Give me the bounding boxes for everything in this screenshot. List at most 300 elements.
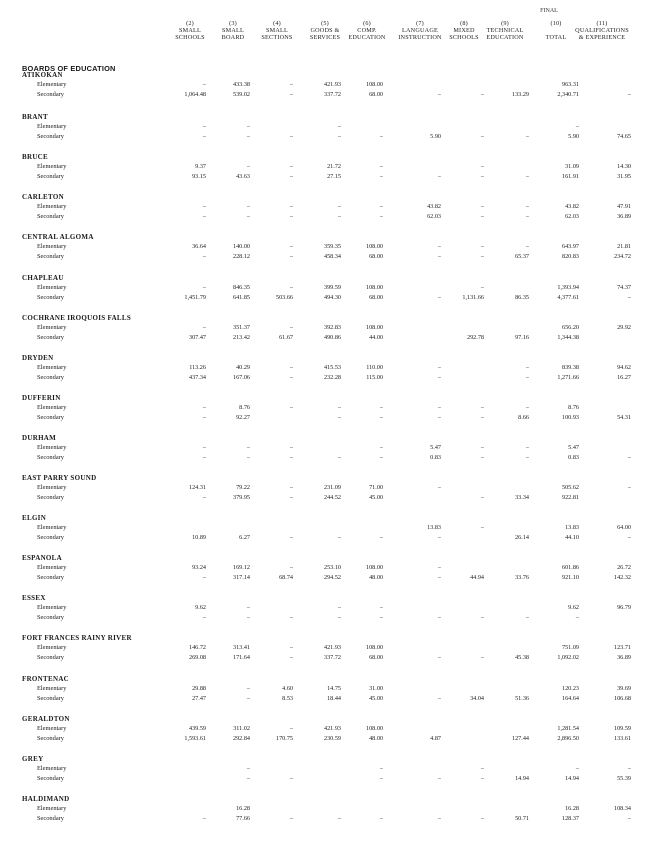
secondary-value: – bbox=[289, 373, 293, 381]
board-section bbox=[0, 474, 658, 514]
board-name: HALDIMAND bbox=[22, 794, 70, 803]
elementary-value: – bbox=[337, 604, 341, 612]
elementary-label: Elementary bbox=[37, 81, 67, 88]
elementary-value: 399.59 bbox=[323, 283, 341, 291]
secondary-value: – bbox=[202, 133, 206, 141]
elementary-value: – bbox=[379, 604, 383, 612]
elementary-value: 253.10 bbox=[323, 564, 341, 572]
final-label: FINAL bbox=[540, 8, 558, 14]
elementary-value: – bbox=[525, 443, 529, 451]
secondary-value: 65.37 bbox=[515, 253, 529, 261]
secondary-value: 45.38 bbox=[515, 654, 529, 662]
secondary-value: 33.34 bbox=[515, 494, 529, 501]
elementary-value: – bbox=[289, 403, 293, 411]
elementary-value: 8.76 bbox=[568, 403, 579, 411]
elementary-value: – bbox=[437, 243, 441, 251]
elementary-value: 120.23 bbox=[561, 684, 579, 692]
elementary-value: – bbox=[525, 203, 529, 211]
board-section bbox=[0, 795, 658, 835]
secondary-value: – bbox=[202, 814, 206, 822]
secondary-label: Secondary bbox=[37, 333, 64, 341]
elementary-value: 74.37 bbox=[617, 283, 631, 291]
elementary-value: – bbox=[337, 203, 341, 211]
secondary-value: 55.39 bbox=[617, 774, 631, 782]
secondary-value: 77.66 bbox=[236, 814, 250, 822]
secondary-label: Secondary bbox=[37, 253, 64, 261]
secondary-value: – bbox=[525, 173, 529, 181]
secondary-value: – bbox=[379, 173, 383, 181]
board-name: GERALDTON bbox=[22, 714, 70, 723]
secondary-value: – bbox=[480, 774, 484, 782]
elementary-value: 415.53 bbox=[323, 363, 341, 371]
secondary-value: 68.00 bbox=[369, 91, 383, 98]
secondary-label: Secondary bbox=[37, 814, 64, 822]
elementary-value: – bbox=[480, 403, 484, 411]
elementary-value: – bbox=[289, 484, 293, 491]
elementary-value: 421.93 bbox=[323, 724, 341, 732]
elementary-value: 108.00 bbox=[365, 243, 383, 251]
elementary-label: Elementary bbox=[37, 123, 67, 131]
elementary-value: – bbox=[437, 403, 441, 411]
secondary-value: – bbox=[480, 173, 484, 181]
secondary-value: 68.00 bbox=[369, 253, 383, 261]
column-header-number: (10) bbox=[550, 20, 562, 27]
elementary-value: 108.00 bbox=[365, 724, 383, 732]
secondary-value: – bbox=[202, 413, 206, 421]
secondary-value: 50.71 bbox=[515, 814, 529, 822]
secondary-value: 292.78 bbox=[466, 333, 484, 341]
board-section bbox=[0, 755, 658, 795]
secondary-value: 5.90 bbox=[430, 133, 441, 141]
secondary-value: 921.10 bbox=[561, 574, 579, 582]
board-name: CARLETON bbox=[22, 193, 64, 202]
secondary-label: Secondary bbox=[37, 494, 64, 501]
elementary-value: 146.72 bbox=[188, 644, 206, 652]
secondary-value: – bbox=[437, 574, 441, 582]
secondary-value: – bbox=[202, 453, 206, 461]
elementary-label: Elementary bbox=[37, 283, 67, 291]
secondary-value: – bbox=[289, 91, 293, 98]
elementary-value: 47.91 bbox=[617, 203, 631, 211]
elementary-value: 113.26 bbox=[189, 363, 206, 371]
elementary-label: Elementary bbox=[37, 403, 67, 411]
secondary-value: – bbox=[289, 614, 293, 622]
board-name: CENTRAL ALGOMA bbox=[22, 233, 94, 242]
secondary-value: – bbox=[202, 494, 206, 501]
secondary-value: – bbox=[525, 133, 529, 141]
column-header-number: (5) bbox=[321, 20, 329, 27]
section-title: BOARDS OF EDUCATION bbox=[22, 64, 116, 73]
secondary-value: 503.66 bbox=[275, 293, 293, 301]
elementary-value: 123.71 bbox=[613, 644, 631, 652]
elementary-value: 108.34 bbox=[613, 804, 631, 812]
elementary-value: – bbox=[525, 363, 529, 371]
secondary-value: 2,340.71 bbox=[557, 91, 579, 98]
elementary-value: – bbox=[379, 403, 383, 411]
elementary-value: 31.09 bbox=[565, 163, 579, 171]
elementary-label: Elementary bbox=[37, 804, 67, 812]
secondary-value: 317.14 bbox=[232, 574, 250, 582]
elementary-value: – bbox=[289, 724, 293, 732]
secondary-value: 86.35 bbox=[515, 293, 529, 301]
elementary-value: 505.62 bbox=[561, 484, 579, 491]
elementary-value: 94.62 bbox=[617, 363, 631, 371]
secondary-value: – bbox=[379, 774, 383, 782]
column-header bbox=[342, 20, 392, 41]
column-header-text: EDUCATION bbox=[348, 34, 386, 41]
elementary-value: 43.82 bbox=[565, 203, 579, 211]
secondary-value: 44.94 bbox=[470, 574, 484, 582]
secondary-value: 1,451.79 bbox=[184, 293, 206, 301]
secondary-value: – bbox=[627, 91, 631, 98]
secondary-value: – bbox=[437, 293, 441, 301]
elementary-value: – bbox=[202, 443, 206, 451]
elementary-value: 5.47 bbox=[430, 443, 441, 451]
elementary-value: 110.00 bbox=[366, 363, 383, 371]
secondary-value: – bbox=[525, 453, 529, 461]
secondary-value: – bbox=[627, 814, 631, 822]
secondary-value: – bbox=[437, 654, 441, 662]
secondary-value: – bbox=[379, 614, 383, 622]
board-section bbox=[0, 73, 658, 113]
board-section bbox=[0, 233, 658, 273]
secondary-label: Secondary bbox=[37, 91, 64, 98]
elementary-value: – bbox=[289, 81, 293, 88]
board-section bbox=[0, 514, 658, 554]
secondary-value: – bbox=[289, 453, 293, 461]
secondary-value: 379.95 bbox=[232, 494, 250, 501]
secondary-value: 10.89 bbox=[192, 534, 206, 542]
secondary-value: – bbox=[337, 413, 341, 421]
elementary-value: 439.59 bbox=[188, 724, 206, 732]
column-header-text: BOARD bbox=[221, 34, 245, 41]
secondary-value: – bbox=[525, 373, 529, 381]
secondary-value: – bbox=[337, 213, 341, 221]
elementary-value: 93.24 bbox=[192, 564, 206, 572]
secondary-value: 8.66 bbox=[518, 413, 529, 421]
secondary-value: 1,271.66 bbox=[557, 373, 579, 381]
secondary-value: 1,064.48 bbox=[184, 91, 206, 98]
elementary-value: 26.72 bbox=[617, 564, 631, 572]
elementary-value: – bbox=[202, 403, 206, 411]
column-header-text: EDUCATION bbox=[486, 34, 524, 41]
board-section bbox=[0, 193, 658, 233]
secondary-label: Secondary bbox=[37, 173, 64, 181]
secondary-value: 307.47 bbox=[188, 333, 206, 341]
board-section bbox=[0, 634, 658, 674]
secondary-value: 6.27 bbox=[239, 534, 250, 542]
column-header-number: (6) bbox=[363, 20, 371, 27]
secondary-value: 16.27 bbox=[617, 373, 631, 381]
secondary-value: – bbox=[437, 173, 441, 181]
secondary-value: 164.64 bbox=[561, 694, 579, 702]
secondary-value: 171.64 bbox=[232, 654, 250, 662]
board-name: BRUCE bbox=[22, 153, 49, 162]
secondary-label: Secondary bbox=[37, 293, 64, 301]
elementary-value: – bbox=[480, 163, 484, 171]
elementary-label: Elementary bbox=[37, 724, 67, 732]
board-section bbox=[0, 675, 658, 715]
elementary-value: 8.76 bbox=[239, 403, 250, 411]
board-name: DRYDEN bbox=[22, 353, 54, 362]
elementary-value: 96.79 bbox=[617, 604, 631, 612]
column-header-text: LANGUAGE bbox=[402, 27, 438, 34]
elementary-value: 9.62 bbox=[568, 604, 579, 612]
secondary-value: – bbox=[202, 253, 206, 261]
secondary-value: – bbox=[379, 534, 383, 542]
secondary-value: 36.89 bbox=[617, 213, 631, 221]
secondary-value: 44.10 bbox=[565, 534, 579, 542]
column-header-text: SMALL bbox=[266, 27, 288, 34]
secondary-value: 68.00 bbox=[369, 293, 383, 301]
elementary-value: 71.00 bbox=[369, 484, 383, 491]
elementary-value: 21.81 bbox=[617, 243, 631, 251]
secondary-value: 232.28 bbox=[323, 373, 341, 381]
elementary-value: 108.00 bbox=[365, 283, 383, 291]
secondary-label: Secondary bbox=[37, 774, 64, 782]
secondary-value: 54.31 bbox=[617, 413, 631, 421]
secondary-value: – bbox=[379, 413, 383, 421]
elementary-label: Elementary bbox=[37, 764, 67, 772]
secondary-label: Secondary bbox=[37, 694, 64, 702]
secondary-value: – bbox=[202, 574, 206, 582]
secondary-value: – bbox=[202, 213, 206, 221]
elementary-label: Elementary bbox=[37, 323, 67, 331]
secondary-value: 27.47 bbox=[192, 694, 206, 702]
elementary-value: 392.83 bbox=[323, 323, 341, 331]
secondary-value: – bbox=[246, 614, 250, 622]
elementary-value: 169.12 bbox=[232, 564, 250, 572]
board-name: ELGIN bbox=[22, 514, 47, 523]
secondary-value: – bbox=[437, 694, 441, 702]
column-header-text: INSTRUCTION bbox=[398, 34, 442, 41]
elementary-value: 9.37 bbox=[195, 163, 206, 171]
elementary-value: 311.02 bbox=[233, 724, 250, 732]
secondary-label: Secondary bbox=[37, 413, 64, 421]
board-name: FORT FRANCES RAINY RIVER bbox=[22, 634, 132, 643]
column-header-text: QUALIFICATIONS bbox=[575, 27, 629, 34]
elementary-label: Elementary bbox=[37, 604, 67, 612]
elementary-value: – bbox=[202, 283, 206, 291]
secondary-value: 294.52 bbox=[323, 574, 341, 582]
elementary-value: 31.00 bbox=[369, 684, 383, 692]
elementary-value: – bbox=[480, 243, 484, 251]
secondary-value: – bbox=[437, 774, 441, 782]
board-name: GREY bbox=[22, 754, 44, 763]
secondary-value: 45.00 bbox=[369, 494, 383, 501]
secondary-value: 127.44 bbox=[511, 734, 529, 742]
secondary-value: 820.83 bbox=[561, 253, 579, 261]
column-header bbox=[208, 20, 258, 41]
elementary-value: – bbox=[289, 283, 293, 291]
elementary-value: 433.38 bbox=[232, 81, 250, 88]
elementary-value: – bbox=[289, 644, 293, 652]
column-header-text: MIXED bbox=[453, 27, 475, 34]
elementary-value: – bbox=[480, 524, 484, 532]
secondary-value: 2,896.50 bbox=[557, 734, 579, 742]
secondary-value: 62.03 bbox=[427, 213, 441, 221]
secondary-value: 337.72 bbox=[323, 91, 341, 98]
elementary-value: – bbox=[437, 363, 441, 371]
elementary-value: 29.92 bbox=[617, 323, 631, 331]
elementary-value: – bbox=[437, 484, 441, 491]
elementary-value: 1,393.94 bbox=[557, 283, 579, 291]
secondary-value: – bbox=[480, 654, 484, 662]
secondary-value: – bbox=[525, 213, 529, 221]
secondary-value: – bbox=[202, 614, 206, 622]
secondary-value: 539.02 bbox=[232, 91, 250, 98]
elementary-value: 124.31 bbox=[188, 484, 206, 491]
board-section bbox=[0, 715, 658, 755]
elementary-label: Elementary bbox=[37, 243, 67, 251]
secondary-label: Secondary bbox=[37, 213, 64, 221]
board-section bbox=[0, 434, 658, 474]
elementary-label: Elementary bbox=[37, 644, 67, 652]
elementary-value: 421.93 bbox=[323, 81, 341, 88]
elementary-label: Elementary bbox=[37, 163, 67, 171]
elementary-value: 21.72 bbox=[327, 163, 341, 171]
elementary-label: Elementary bbox=[37, 484, 67, 491]
elementary-value: – bbox=[289, 163, 293, 171]
secondary-value: – bbox=[337, 814, 341, 822]
secondary-value: – bbox=[480, 494, 484, 501]
secondary-value: 213.42 bbox=[232, 333, 250, 341]
secondary-value: 51.36 bbox=[515, 694, 529, 702]
column-header-text: TOTAL bbox=[545, 34, 567, 41]
secondary-value: 62.03 bbox=[565, 213, 579, 221]
secondary-value: – bbox=[480, 614, 484, 622]
board-name: FRONTENAC bbox=[22, 674, 70, 683]
secondary-value: – bbox=[289, 654, 293, 662]
secondary-value: 494.30 bbox=[323, 293, 341, 301]
column-header-text: SMALL bbox=[222, 27, 244, 34]
board-name: BRANT bbox=[22, 113, 49, 122]
secondary-value: 1,344.38 bbox=[557, 333, 579, 341]
column-header-text: GOODS & bbox=[310, 27, 340, 34]
elementary-value: 751.09 bbox=[561, 644, 579, 652]
secondary-value: – bbox=[437, 413, 441, 421]
board-name: CHAPLEAU bbox=[22, 273, 64, 282]
elementary-value: 5.47 bbox=[568, 443, 579, 451]
elementary-label: Elementary bbox=[37, 363, 67, 371]
elementary-value: 9.62 bbox=[195, 604, 206, 612]
secondary-value: 34.04 bbox=[470, 694, 484, 702]
elementary-value: 313.41 bbox=[232, 644, 250, 652]
secondary-value: – bbox=[289, 774, 293, 782]
elementary-value: – bbox=[575, 123, 579, 131]
elementary-value: 14.75 bbox=[327, 684, 341, 692]
elementary-value: – bbox=[379, 163, 383, 171]
elementary-value: 16.28 bbox=[565, 804, 579, 812]
secondary-value: 337.72 bbox=[323, 654, 341, 662]
board-section bbox=[0, 274, 658, 314]
secondary-value: – bbox=[437, 614, 441, 622]
secondary-value: – bbox=[480, 453, 484, 461]
secondary-value: 48.00 bbox=[369, 734, 383, 742]
elementary-value: 64.00 bbox=[617, 524, 631, 532]
board-name: ESPANOLA bbox=[22, 554, 62, 563]
secondary-value: – bbox=[289, 534, 293, 542]
elementary-label: Elementary bbox=[37, 203, 67, 211]
secondary-value: 68.74 bbox=[279, 574, 293, 582]
elementary-value: – bbox=[480, 764, 484, 772]
elementary-value: 839.38 bbox=[561, 363, 579, 371]
elementary-value: 421.93 bbox=[323, 644, 341, 652]
secondary-value: 269.08 bbox=[188, 654, 206, 662]
elementary-value: – bbox=[289, 564, 293, 572]
secondary-value: 18.44 bbox=[327, 694, 341, 702]
secondary-value: 106.68 bbox=[613, 694, 631, 702]
column-header-number: (4) bbox=[273, 20, 281, 27]
column-header-number: (7) bbox=[416, 20, 424, 27]
elementary-value: 4.60 bbox=[282, 684, 293, 692]
elementary-value: – bbox=[337, 403, 341, 411]
secondary-value: 61.67 bbox=[279, 333, 293, 341]
elementary-value: – bbox=[289, 323, 293, 331]
elementary-value: – bbox=[289, 363, 293, 371]
secondary-value: 230.59 bbox=[323, 734, 341, 742]
secondary-value: 1,131.66 bbox=[462, 293, 484, 301]
elementary-value: – bbox=[202, 123, 206, 131]
elementary-value: 13.83 bbox=[427, 524, 441, 532]
elementary-label: Elementary bbox=[37, 564, 67, 572]
elementary-value: 108.00 bbox=[365, 323, 383, 331]
elementary-label: Elementary bbox=[37, 443, 67, 451]
secondary-value: 128.37 bbox=[561, 814, 579, 822]
column-header bbox=[570, 20, 634, 41]
column-header bbox=[252, 20, 302, 41]
elementary-value: – bbox=[480, 443, 484, 451]
column-header-text: SCHOOLS bbox=[175, 34, 205, 41]
secondary-value: – bbox=[480, 253, 484, 261]
column-header-text: TECHNICAL bbox=[486, 27, 524, 34]
board-section bbox=[0, 314, 658, 354]
secondary-value: 43.63 bbox=[236, 173, 250, 181]
secondary-value: – bbox=[480, 413, 484, 421]
board-name: COCHRANE IROQUOIS FALLS bbox=[22, 313, 132, 322]
elementary-value: – bbox=[437, 564, 441, 572]
elementary-value: 359.35 bbox=[323, 243, 341, 251]
secondary-value: – bbox=[379, 453, 383, 461]
board-name: DUFFERIN bbox=[22, 393, 61, 402]
elementary-value: – bbox=[627, 764, 631, 772]
secondary-value: 44.00 bbox=[369, 333, 383, 341]
secondary-value: 228.12 bbox=[232, 253, 250, 261]
secondary-value: – bbox=[627, 293, 631, 301]
elementary-value: 231.09 bbox=[323, 484, 341, 491]
elementary-value: 36.64 bbox=[192, 243, 206, 251]
column-header-text: SECTIONS bbox=[261, 34, 293, 41]
elementary-value: 656.20 bbox=[561, 323, 579, 331]
board-section bbox=[0, 354, 658, 394]
elementary-value: 13.83 bbox=[565, 524, 579, 532]
secondary-value: 458.34 bbox=[323, 253, 341, 261]
elementary-value: 14.30 bbox=[617, 163, 631, 171]
secondary-value: 4,377.61 bbox=[557, 293, 579, 301]
secondary-value: 167.06 bbox=[232, 373, 250, 381]
elementary-value: 1,281.54 bbox=[557, 724, 579, 732]
secondary-value: – bbox=[627, 453, 631, 461]
elementary-value: – bbox=[202, 323, 206, 331]
secondary-value: – bbox=[379, 133, 383, 141]
secondary-value: 0.83 bbox=[430, 453, 441, 461]
secondary-value: 14.94 bbox=[565, 774, 579, 782]
secondary-value: 4.87 bbox=[430, 734, 441, 742]
column-header bbox=[480, 20, 530, 41]
elementary-value: 79.22 bbox=[236, 484, 250, 491]
column-header-number: (2) bbox=[186, 20, 194, 27]
elementary-value: 16.28 bbox=[236, 804, 250, 812]
